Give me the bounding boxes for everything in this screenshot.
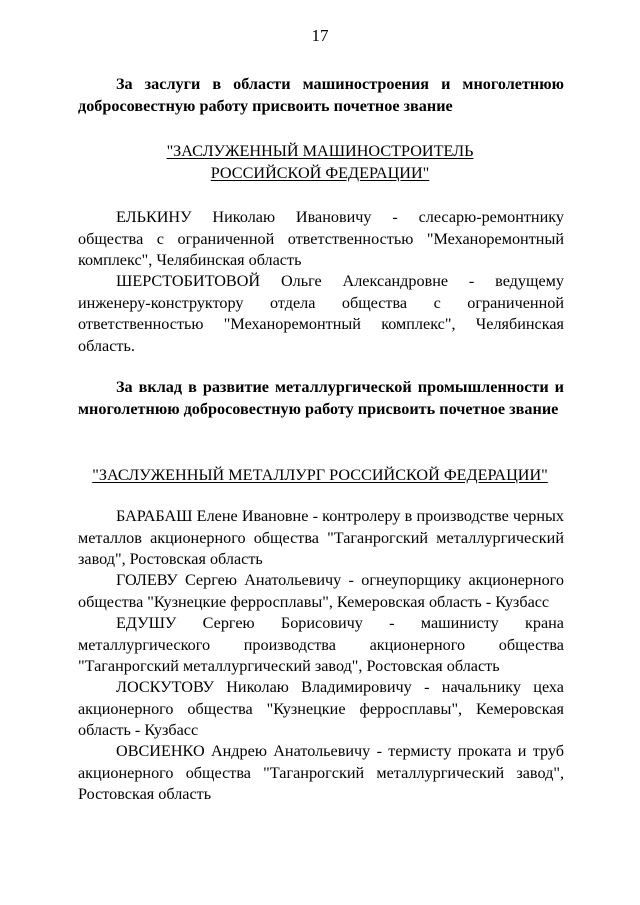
- awardee-barabash: БАРАБАШ Елене Ивановне - контролеру в производстве черных металлов акционерного общества "Таганрогский металлургический завод", Ростовская область: [78, 507, 564, 568]
- section2-title-text: "ЗАСЛУЖЕННЫЙ МЕТАЛЛУРГ РОССИЙСКОЙ ФЕДЕРАЦИИ": [92, 466, 548, 484]
- awardee-elkin: ЕЛЬКИНУ Николаю Ивановичу - слесарю-ремонтнику общества с ограниченной ответственностью "Механоремонтный комплекс", Челябинская область: [78, 208, 564, 269]
- awardee-edush: ЕДУШУ Сергею Борисовичу - машинисту крана металлургического производства акционерного общества "Таганрогский металлургический завод", Ростовская область: [78, 614, 564, 675]
- awardee-golev: ГОЛЕВУ Сергею Анатольевичу - огнеупорщику акционерного общества "Кузнецкие ферросплавы", Кемеровская область - Кузбасс: [78, 571, 564, 611]
- page-number: 17: [311, 26, 329, 45]
- awardee-ovsienko: ОВСИЕНКО Андрею Анатольевичу - термисту проката и труб акционерного общества "Таганрогский металлургический завод", Ростовская область: [78, 742, 564, 803]
- awardee-loskutov: ЛОСКУТОВУ Николаю Владимировичу - начальнику цеха акционерного общества "Кузнецкие ферросплавы", Кемеровская область - Кузбасс: [78, 678, 564, 739]
- section1-title: [0, 141, 640, 184]
- section1-title-line2: РОССИЙСКОЙ ФЕДЕРАЦИИ": [210, 163, 430, 182]
- section1-intro: За заслуги в области машиностроения и многолетнюю добросовестную работу присвоить почетное звание: [78, 75, 564, 115]
- section1-title-line1: "ЗАСЛУЖЕННЫЙ МАШИНОСТРОИТЕЛЬ: [166, 142, 474, 160]
- section2-intro: За вклад в развитие металлургической промышленности и многолетнюю добросовестную работу присвоить почетное звание: [78, 378, 564, 418]
- section2-title: [0, 465, 640, 487]
- awardee-sherstobitova: ШЕРСТОБИТОВОЙ Ольге Александровне - ведущему инженеру-конструктору отдела общества с ограниченной ответственностью "Механоремонтный комплекс", Челябинская область.: [78, 272, 564, 355]
